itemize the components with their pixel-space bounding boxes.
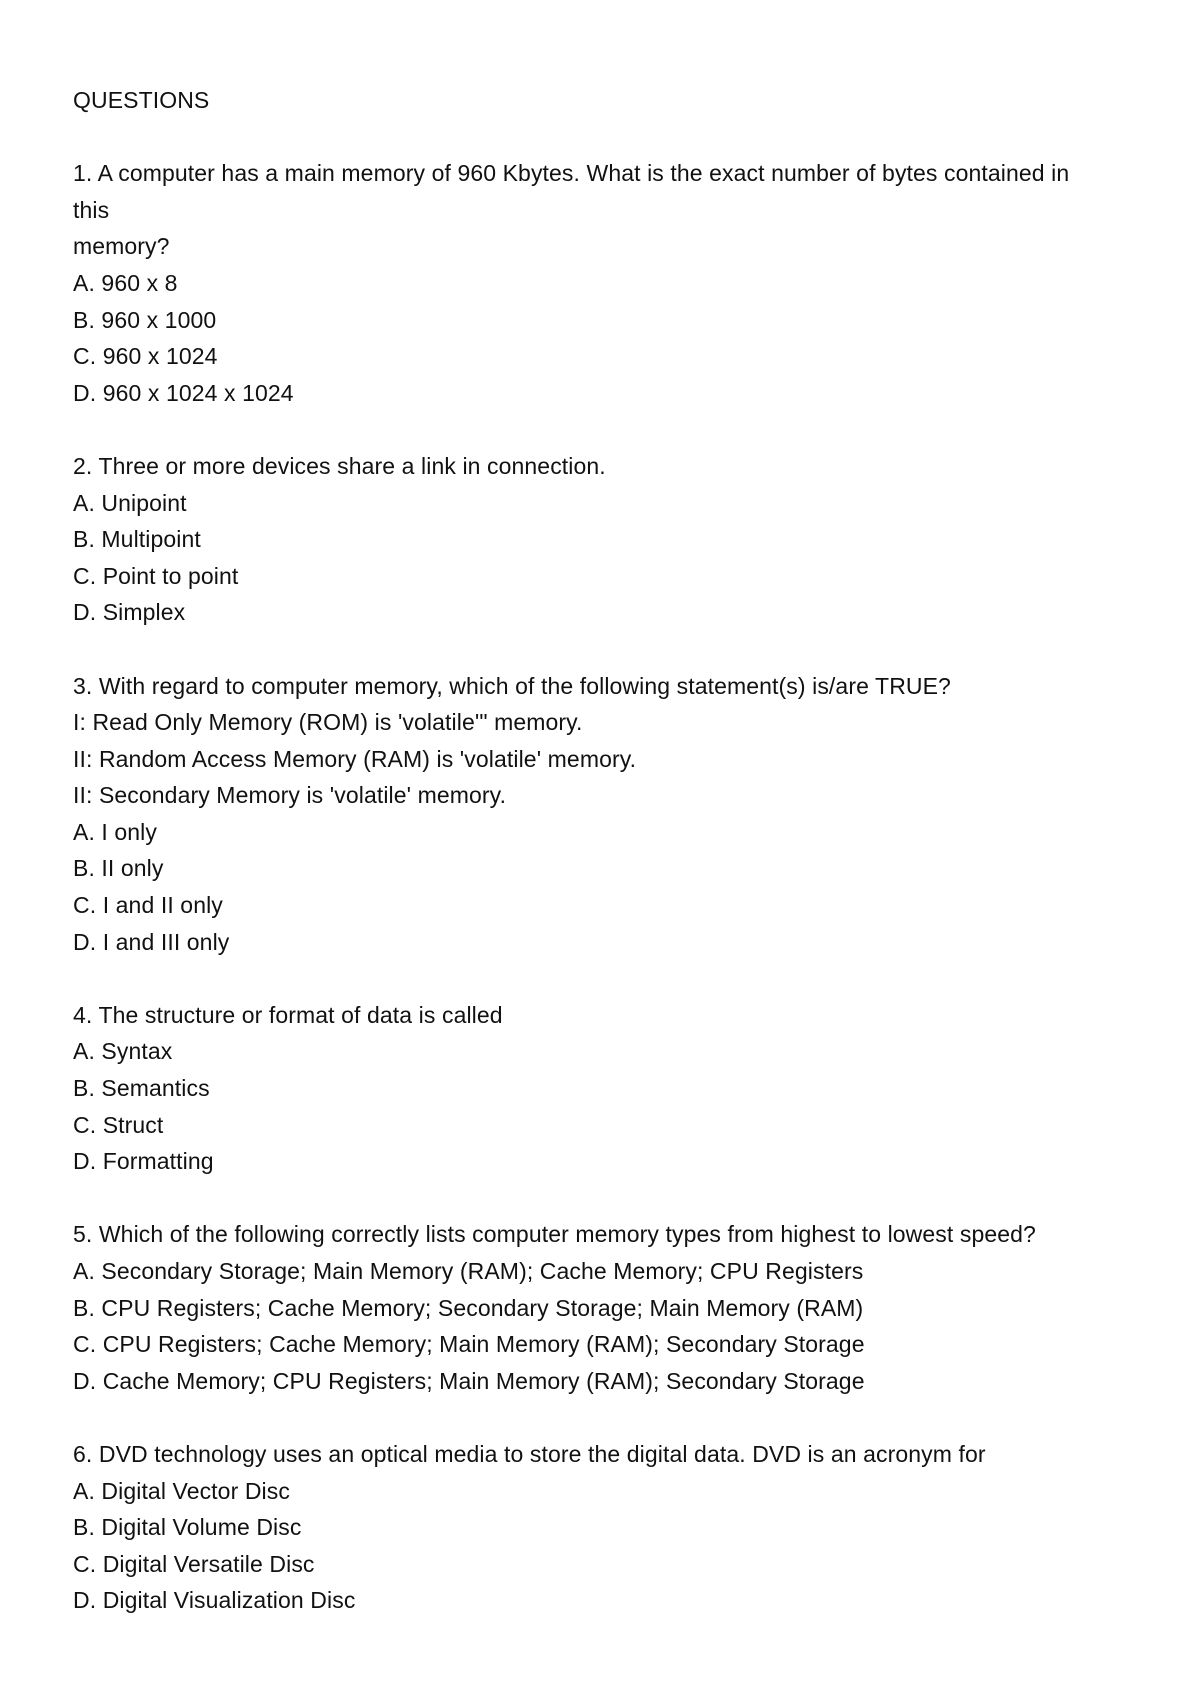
question-text: 2. Three or more devices share a link in connection. bbox=[73, 452, 606, 479]
question-text: 5. Which of the following correctly lists computer memory types from highest to lowest speed? bbox=[73, 1221, 1036, 1248]
statement-text: II: Secondary Memory is 'volatile' memory. bbox=[73, 782, 507, 809]
spacer bbox=[73, 960, 1143, 997]
option-b: B. 960 x 1000 bbox=[73, 306, 217, 333]
option-c: C. Point to point bbox=[73, 562, 239, 589]
option-d: D. Digital Visualization Disc bbox=[73, 1587, 356, 1614]
option-b: B. II only bbox=[73, 855, 164, 882]
question-text: this bbox=[73, 196, 110, 223]
spacer bbox=[73, 119, 1143, 156]
option-a: A. Secondary Storage; Main Memory (RAM); Cache Memory; CPU Registers bbox=[73, 1258, 864, 1284]
question-text: 3. With regard to computer memory, which of the following statement(s) is/are TRUE? bbox=[73, 672, 951, 699]
option-b: B. Multipoint bbox=[73, 526, 201, 553]
option-c: C. 960 x 1024 bbox=[73, 343, 218, 370]
spacer bbox=[73, 1399, 1143, 1436]
question-2 bbox=[73, 448, 1143, 631]
option-b: B. CPU Registers; Cache Memory; Secondary Storage; Main Memory (RAM) bbox=[73, 1294, 864, 1321]
option-b: B. Digital Volume Disc bbox=[73, 1514, 302, 1541]
question-4 bbox=[73, 997, 1143, 1180]
option-a: A. Digital Vector Disc bbox=[73, 1477, 290, 1504]
option-d: D. Formatting bbox=[73, 1148, 214, 1175]
option-a: A. Unipoint bbox=[73, 489, 187, 516]
question-3 bbox=[73, 668, 1143, 961]
option-d: D. I and III only bbox=[73, 928, 230, 955]
question-5 bbox=[73, 1216, 1143, 1399]
option-c: C. Digital Versatile Disc bbox=[73, 1550, 315, 1577]
question-text: memory? bbox=[73, 233, 170, 260]
spacer bbox=[73, 1180, 1143, 1217]
statement-text: I: Read Only Memory (ROM) is 'volatile'" memory. bbox=[73, 709, 583, 736]
option-c: C. Struct bbox=[73, 1111, 164, 1138]
question-text: 1. A computer has a main memory of 960 Kbytes. What is the exact number of bytes contained in bbox=[73, 160, 1070, 187]
spacer bbox=[73, 411, 1143, 448]
option-d: D. Cache Memory; CPU Registers; Main Memory (RAM); Secondary Storage bbox=[73, 1367, 865, 1394]
question-text: 6. DVD technology uses an optical media to store the digital data. DVD is an acronym for bbox=[73, 1440, 986, 1467]
option-a: A. Syntax bbox=[73, 1038, 173, 1065]
option-b: B. Semantics bbox=[73, 1075, 210, 1102]
spacer bbox=[73, 631, 1143, 668]
option-c: C. CPU Registers; Cache Memory; Main Memory (RAM); Secondary Storage bbox=[73, 1331, 865, 1358]
option-d: D. 960 x 1024 x 1024 bbox=[73, 379, 294, 406]
page-heading: QUESTIONS bbox=[73, 87, 210, 113]
option-a: A. 960 x 8 bbox=[73, 269, 178, 296]
question-6 bbox=[73, 1436, 1143, 1619]
document-page bbox=[73, 82, 1143, 1619]
option-c: C. I and II only bbox=[73, 892, 223, 919]
statement-text: II: Random Access Memory (RAM) is 'volatile' memory. bbox=[73, 745, 637, 772]
question-text: 4. The structure or format of data is called bbox=[73, 1001, 503, 1028]
option-a: A. I only bbox=[73, 818, 157, 845]
option-d: D. Simplex bbox=[73, 599, 186, 626]
question-1 bbox=[73, 155, 1143, 411]
